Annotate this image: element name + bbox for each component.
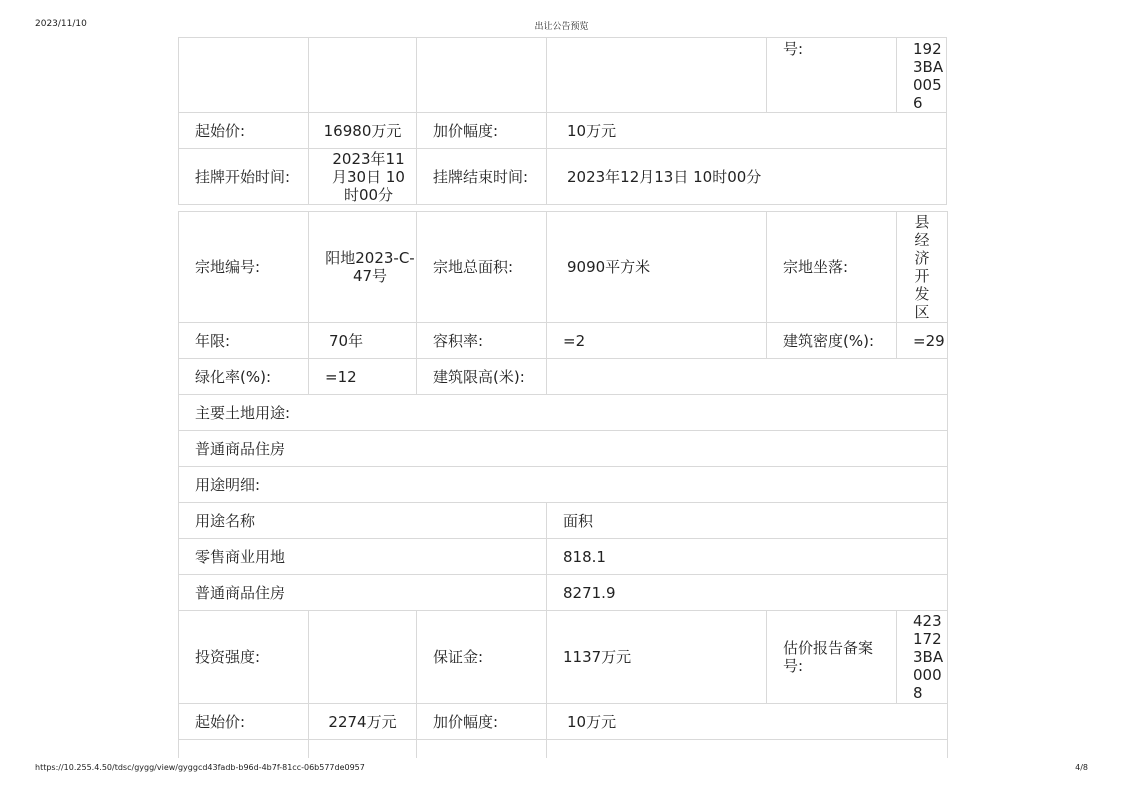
term-value: 70年 (309, 323, 417, 359)
green-value: =12 (309, 359, 417, 395)
listing-start-label: 挂牌开始时间: (179, 149, 309, 205)
total-area-value: 9090平方米 (547, 212, 767, 323)
table-row (179, 38, 947, 113)
appraisal-no-label: 估价报告备案号: (767, 611, 897, 704)
use-table-header-area: 面积 (547, 503, 948, 539)
cell-empty (179, 740, 309, 758)
cell-empty (309, 740, 417, 758)
listing-end-value: 2023年12月13日 10时00分 (547, 149, 947, 205)
table-row (179, 323, 948, 359)
table-row (179, 539, 948, 575)
increment-value: 10万元 (547, 113, 947, 149)
table-row (179, 431, 948, 467)
height-label: 建筑限高(米): (417, 359, 547, 395)
use-name-cell: 普通商品住房 (179, 575, 547, 611)
invest-value (309, 611, 417, 704)
increment-label: 加价幅度: (417, 704, 547, 740)
cell-empty (417, 38, 547, 113)
listing-start-value: 2023年11月30日 10时00分 (309, 149, 417, 205)
print-title: 出让公告预览 (534, 22, 589, 32)
table-row (179, 113, 947, 149)
use-area-cell: 8271.9 (547, 575, 948, 611)
increment-value: 10万元 (547, 704, 948, 740)
appraisal-no-value: 1923BA0056 (897, 38, 947, 113)
listing-end-label: 挂牌结束时间: (417, 149, 547, 205)
table-row (179, 359, 948, 395)
cell-empty (547, 740, 948, 758)
appraisal-no-label-tail: 号: (767, 38, 897, 113)
table-row (179, 212, 948, 323)
table-row (179, 611, 948, 704)
location-label: 宗地坐落: (767, 212, 897, 323)
far-label: 容积率: (417, 323, 547, 359)
parcel-no-label: 宗地编号: (179, 212, 309, 323)
appraisal-no-value: 4231723BA0008 (897, 611, 948, 704)
table-row (179, 503, 948, 539)
use-detail-label: 用途明细: (179, 467, 948, 503)
table-row (179, 575, 948, 611)
density-value: =29 (897, 323, 948, 359)
start-price-value: 2274万元 (309, 704, 417, 740)
parcel-table-2 (178, 211, 948, 758)
table-row (179, 467, 948, 503)
main-use-label: 主要土地用途: (179, 395, 948, 431)
location-value: 县经济开发区 (897, 212, 948, 323)
use-area-cell: 818.1 (547, 539, 948, 575)
cell-empty (417, 740, 547, 758)
start-price-label: 起始价: (179, 113, 309, 149)
term-label: 年限: (179, 323, 309, 359)
deposit-label: 保证金: (417, 611, 547, 704)
table-row (179, 149, 947, 205)
use-table-header-name: 用途名称 (179, 503, 547, 539)
table-row (179, 395, 948, 431)
start-price-value: 16980万元 (309, 113, 417, 149)
parcel-no-value: 阳地2023-C-47号 (309, 212, 417, 323)
increment-label: 加价幅度: (417, 113, 547, 149)
page-url: https://10.255.4.50/tdsc/gygg/view/gyggcd43fadb-b96d-4b7f-81cc-06b577de0957 (35, 763, 365, 772)
deposit-value: 1137万元 (547, 611, 767, 704)
table-row (179, 704, 948, 740)
invest-label: 投资强度: (179, 611, 309, 704)
far-value: =2 (547, 323, 767, 359)
print-date: 2023/11/10 (35, 19, 87, 29)
cell-empty (179, 38, 309, 113)
page-number: 4/8 (1075, 763, 1088, 772)
total-area-label: 宗地总面积: (417, 212, 547, 323)
green-label: 绿化率(%): (179, 359, 309, 395)
height-value (547, 359, 948, 395)
main-use-value: 普通商品住房 (179, 431, 948, 467)
start-price-label: 起始价: (179, 704, 309, 740)
cell-empty (309, 38, 417, 113)
density-label: 建筑密度(%): (767, 323, 897, 359)
cell-empty (547, 38, 767, 113)
use-name-cell: 零售商业用地 (179, 539, 547, 575)
table-row (179, 740, 948, 758)
parcel-table-1 (178, 37, 947, 205)
